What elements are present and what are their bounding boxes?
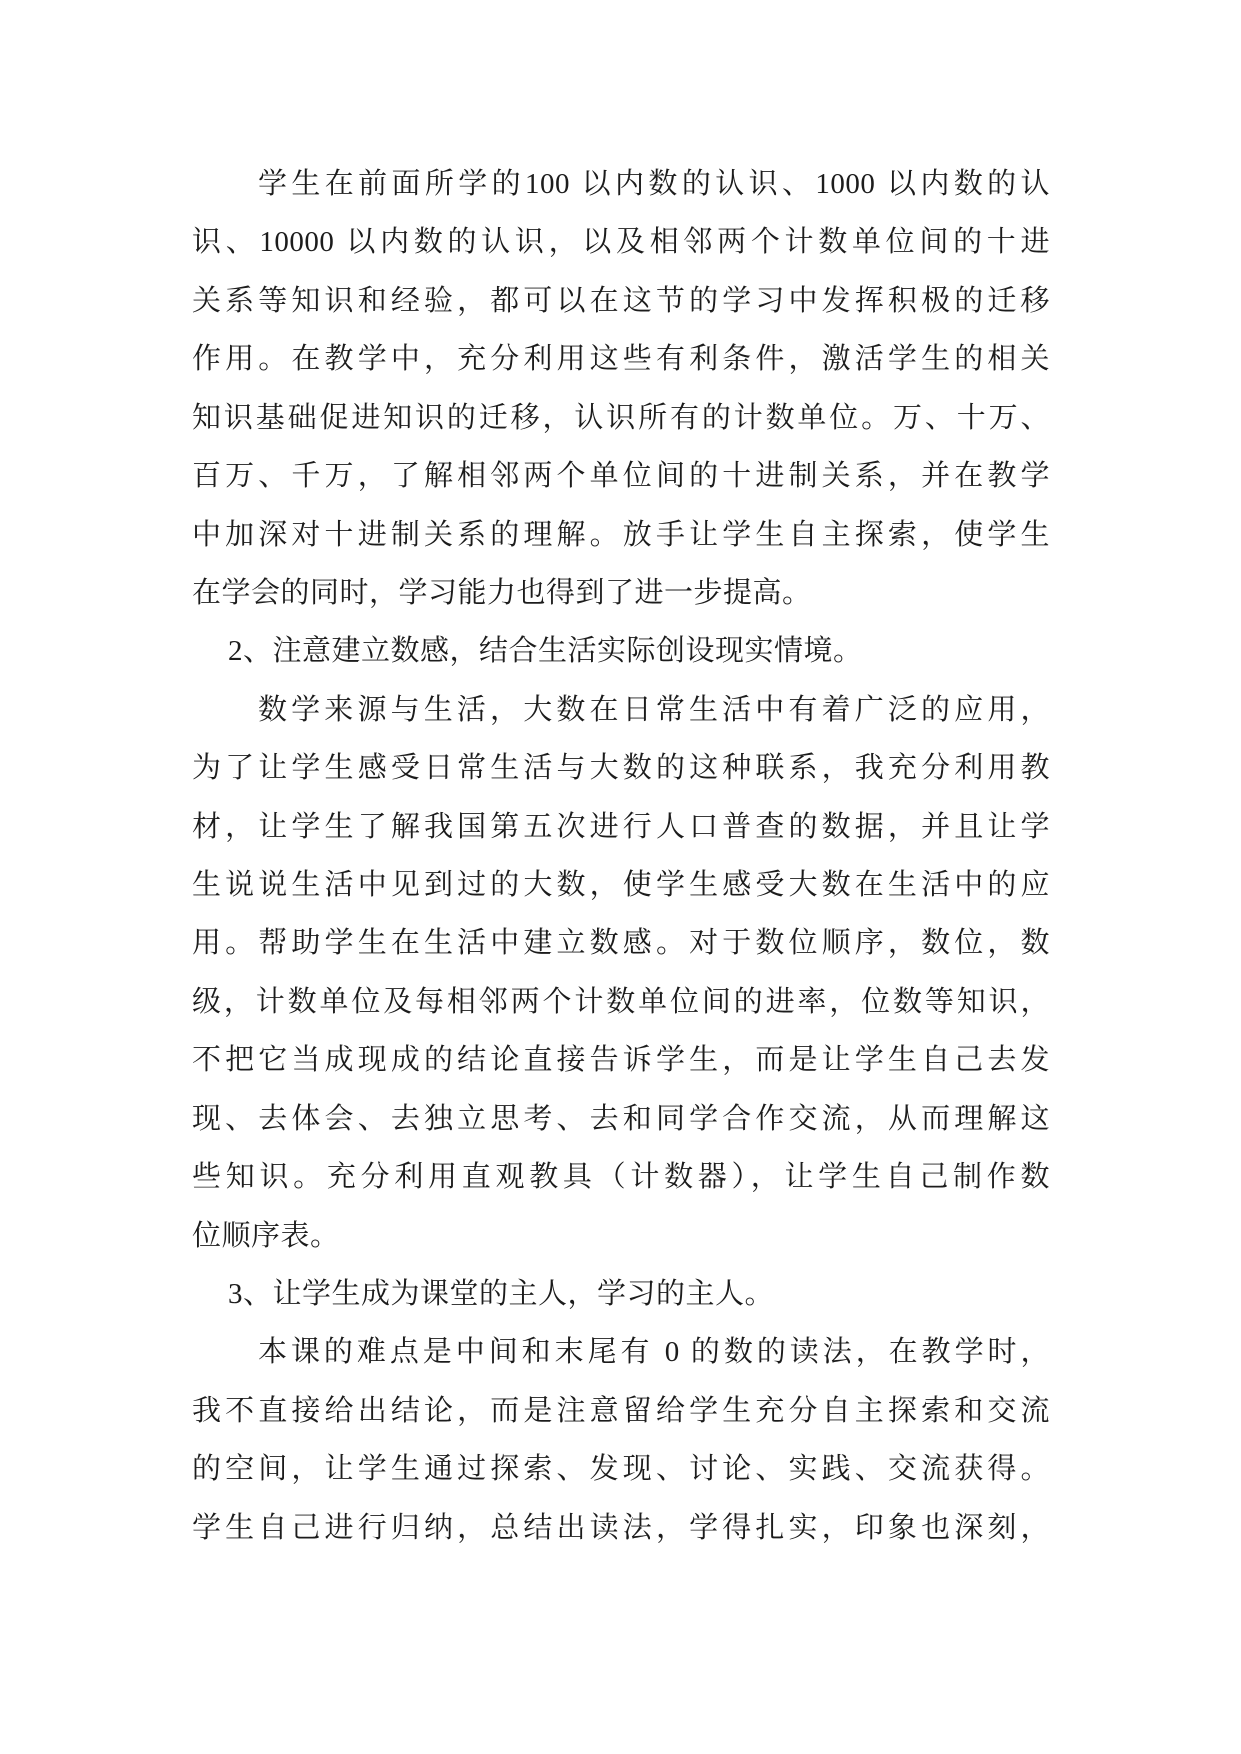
paragraph-line: 的空间，让学生通过探索、发现、讨论、实践、交流获得。 — [192, 1453, 1050, 1486]
paragraph-line: 本课的难点是中间和末尾有 0 的数的读法，在教学时， — [258, 1336, 1050, 1369]
paragraph-line: 材，让学生了解我国第五次进行人口普查的数据，并且让学 — [192, 810, 1050, 843]
paragraph-line: 关系等知识和经验，都可以在这节的学习中发挥积极的迁移 — [192, 284, 1050, 317]
section-heading-3 — [192, 1265, 1050, 1323]
paragraph-line: 现、去体会、去独立思考、去和同学合作交流，从而理解这 — [192, 1102, 1050, 1135]
section-heading-2 — [192, 622, 1050, 680]
paragraph-line: 知识基础促进知识的迁移，认识所有的计数单位。万、十万、 — [192, 401, 1050, 434]
paragraph-line: 中加深对十进制关系的理解。放手让学生自主探索，使学生 — [192, 518, 1050, 551]
paragraph-3 — [192, 1323, 1050, 1557]
paragraph-line: 为了让学生感受日常生活与大数的这种联系，我充分利用教 — [192, 752, 1050, 785]
paragraph-line: 学生自己进行归纳，总结出读法，学得扎实，印象也深刻， — [192, 1511, 1050, 1544]
document-body — [192, 155, 1050, 1557]
paragraph-line: 级，计数单位及每相邻两个计数单位间的进率，位数等知识， — [192, 985, 1050, 1018]
paragraph-line: 在学会的同时，学习能力也得到了进一步提高。 — [192, 576, 812, 609]
paragraph-line: 位顺序表。 — [192, 1219, 340, 1252]
paragraph-line: 作用。在教学中，充分利用这些有利条件，激活学生的相关 — [192, 343, 1050, 376]
paragraph-line: 学生在前面所学的100 以内数的认识、1000 以内数的认 — [258, 168, 1050, 200]
paragraph-line: 些知识。充分利用直观教具（计数器），让学生自己制作数 — [192, 1161, 1050, 1194]
paragraph-line: 百万、千万，了解相邻两个单位间的十进制关系，并在教学 — [192, 460, 1050, 493]
paragraph-2 — [192, 681, 1050, 1265]
paragraph-line: 我不直接给出结论，而是注意留给学生充分自主探索和交流 — [192, 1394, 1050, 1427]
paragraph-line: 不把它当成现成的结论直接告诉学生，而是让学生自己去发 — [192, 1044, 1050, 1077]
heading-line: 2、注意建立数感，结合生活实际创设现实情境。 — [228, 635, 863, 668]
paragraph-line: 用。帮助学生在生活中建立数感。对于数位顺序，数位，数 — [192, 927, 1050, 960]
paragraph-line: 识、10000 以内数的认识，以及相邻两个计数单位间的十进 — [192, 226, 1050, 259]
paragraph-line: 数学来源与生活，大数在日常生活中有着广泛的应用， — [258, 693, 1050, 726]
paragraph-1 — [192, 155, 1050, 622]
heading-line: 3、让学生成为课堂的主人，学习的主人。 — [228, 1278, 775, 1311]
paragraph-line: 生说说生活中见到过的大数，使学生感受大数在生活中的应 — [192, 869, 1050, 902]
